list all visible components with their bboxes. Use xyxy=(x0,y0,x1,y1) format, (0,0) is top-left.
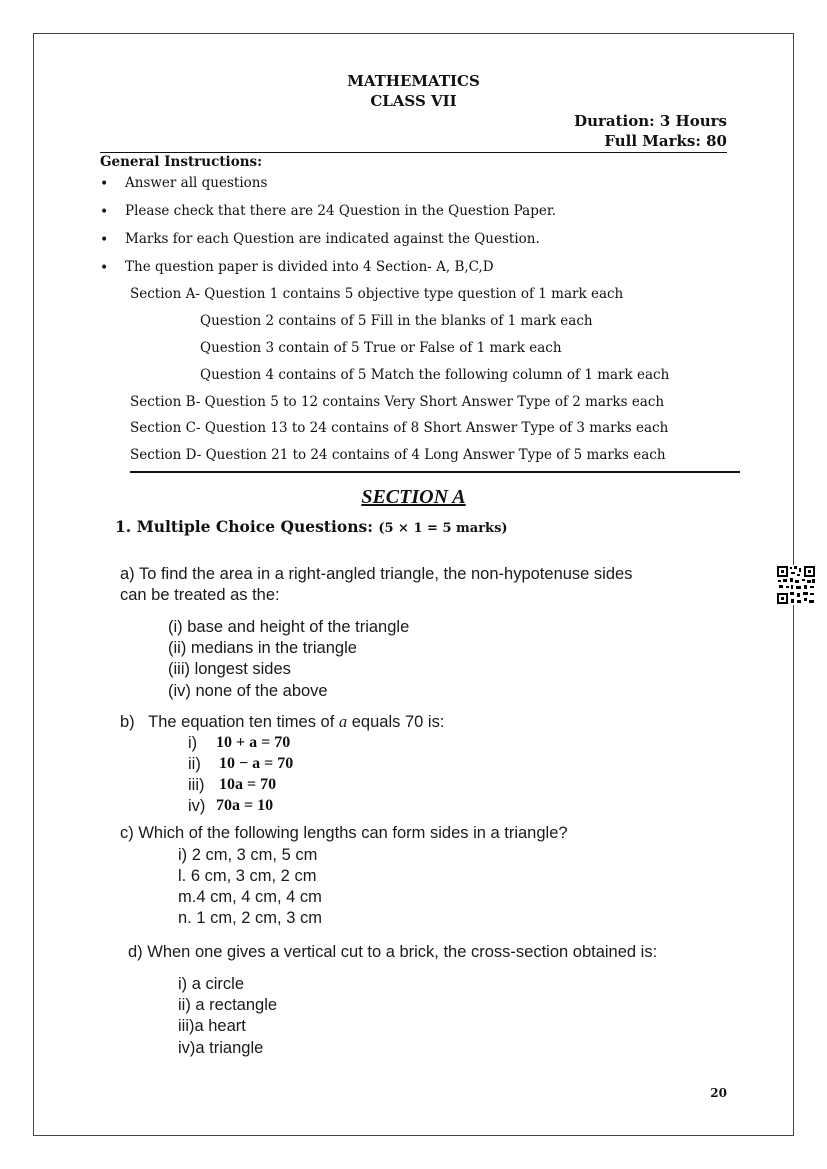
option: iii)a heart xyxy=(178,1017,246,1035)
instruction-item: Answer all questions xyxy=(125,175,268,191)
page-border xyxy=(33,33,794,1136)
option: i) a circle xyxy=(178,975,245,993)
page-number: 20 xyxy=(710,1086,727,1100)
section-detail: Section B- Question 5 to 12 contains Very Short Answer Type of 2 marks each xyxy=(130,394,665,410)
option: iv)a triangle xyxy=(178,1039,264,1057)
instruction-item: Marks for each Question are indicated against the Question. xyxy=(125,231,540,247)
question-d-text: d) When one gives a vertical cut to a brick, the cross-section obtained is: xyxy=(128,943,658,961)
bullet-icon: • xyxy=(100,232,109,248)
option: 70a = 10 xyxy=(216,797,274,814)
option: l. 6 cm, 3 cm, 2 cm xyxy=(178,867,317,885)
option: (iv) none of the above xyxy=(168,682,328,700)
section-detail: Question 4 contains of 5 Match the following column of 1 mark each xyxy=(200,367,670,383)
option: (iii) longest sides xyxy=(168,660,291,678)
question-1-heading xyxy=(115,517,508,536)
bullet-icon: • xyxy=(100,260,109,276)
duration: Duration: 3 Hours xyxy=(574,112,727,130)
question-b-variable: a xyxy=(338,712,348,731)
instruction-item: Please check that there are 24 Question in the Question Paper. xyxy=(125,203,557,219)
bullet-icon: • xyxy=(100,176,109,192)
instructions-divider xyxy=(130,471,740,473)
bullet-icon: • xyxy=(100,204,109,220)
instruction-item: The question paper is divided into 4 Section- A, B,C,D xyxy=(125,259,494,275)
section-detail: Section D- Question 21 to 24 contains of 4 Long Answer Type of 5 marks each xyxy=(130,447,666,463)
header-divider xyxy=(100,152,727,153)
full-marks: Full Marks: 80 xyxy=(604,132,727,150)
option: (ii) medians in the triangle xyxy=(168,639,357,657)
section-detail: Question 2 contains of 5 Fill in the blanks of 1 mark each xyxy=(200,313,593,329)
question-b-prefix: b) The equation ten times of xyxy=(120,713,339,731)
option: 10 + a = 70 xyxy=(216,734,291,751)
option: ii) a rectangle xyxy=(178,996,278,1014)
option-label: ii) xyxy=(188,755,201,773)
class-title: CLASS VII xyxy=(370,92,457,110)
question-a-text: a) To find the area in a right-angled triangle, the non-hypotenuse sides xyxy=(120,565,633,583)
instructions-heading: General Instructions: xyxy=(100,154,263,170)
section-detail: Section A- Question 1 contains 5 objective type question of 1 mark each xyxy=(130,286,624,302)
option: m.4 cm, 4 cm, 4 cm xyxy=(178,888,322,906)
qr-code-icon xyxy=(776,565,816,605)
section-detail: Question 3 contain of 5 True or False of 1 mark each xyxy=(200,340,562,356)
option: (i) base and height of the triangle xyxy=(168,618,410,636)
subject-title: MATHEMATICS xyxy=(347,72,480,90)
question-b-text xyxy=(120,712,444,732)
question-b-suffix: equals 70 is: xyxy=(347,713,445,731)
question-c-text: c) Which of the following lengths can form sides in a triangle? xyxy=(120,824,568,842)
question-a-text-cont: can be treated as the: xyxy=(120,586,280,604)
section-a-heading: SECTION A xyxy=(361,486,466,508)
option-label: i) xyxy=(188,734,198,752)
option-label: iv) xyxy=(188,797,206,815)
option: 10 − a = 70 xyxy=(219,755,294,772)
option: n. 1 cm, 2 cm, 3 cm xyxy=(178,909,322,927)
question-1-marks: (5 × 1 = 5 marks) xyxy=(378,521,508,536)
section-detail: Section C- Question 13 to 24 contains of 8 Short Answer Type of 3 marks each xyxy=(130,420,669,436)
option: 10a = 70 xyxy=(219,776,277,793)
question-1-label: 1. Multiple Choice Questions: xyxy=(115,517,373,536)
option: i) 2 cm, 3 cm, 5 cm xyxy=(178,846,318,864)
option-label: iii) xyxy=(188,776,205,794)
